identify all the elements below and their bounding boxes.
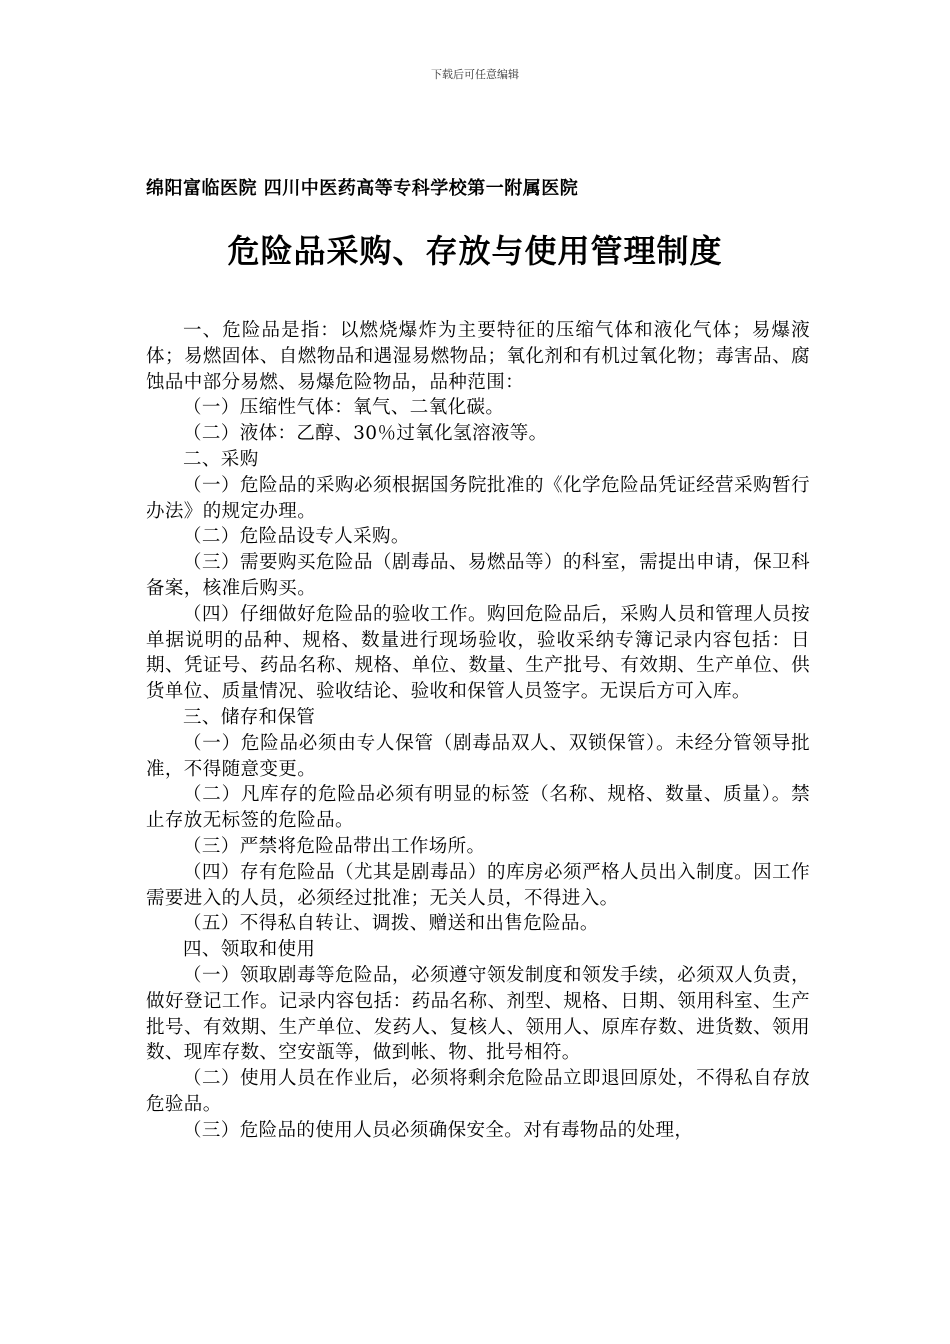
paragraph: （一）领取剧毒等危险品，必须遵守领发制度和领发手续，必须双人负责，做好登记工作。记录内容包括：药品名称、剂型、规格、日期、领用科室、生产批号、有效期、生产单位、发药人、复核人、领用人、原库存数、进货数、领用数、现库存数、空安瓿等，做到帐、物、批号相符。: [146, 964, 810, 1064]
paragraph: （四）存有危险品（尤其是剧毒品）的库房必须严格人员出入制度。因工作需要进入的人员，必须经过批准；无关人员，不得进入。: [146, 861, 810, 909]
paragraph: （四）仔细做好危险品的验收工作。购回危险品后，采购人员和管理人员按单据说明的品种、规格、数量进行现场验收，验收采纳专簿记录内容包括：日期、凭证号、药品名称、规格、单位、数量、生产批号、有效期、生产单位、供货单位、质量情况、验收结论、验收和保管人员签字。无误后方可入库。: [146, 603, 810, 703]
section-heading: 四、领取和使用: [183, 939, 316, 961]
paragraph: （三）严禁将危险品带出工作场所。: [183, 835, 486, 857]
document-title: 危险品采购、存放与使用管理制度: [227, 232, 723, 270]
paragraph: （一）危险品必须由专人保管（剧毒品双人、双锁保管）。未经分管领导批准，不得随意变更。: [146, 732, 810, 780]
section-heading: 二、采购: [183, 448, 259, 470]
document-body: [146, 318, 810, 1144]
section-heading: 三、储存和保管: [183, 706, 316, 728]
header-note: 下载后可任意编辑: [431, 68, 519, 81]
paragraph: （二）使用人员在作业后，必须将剩余危险品立即退回原处，不得私自存放危验品。: [146, 1068, 810, 1115]
organization-name: 绵阳富临医院 四川中医药高等专科学校第一附属医院: [146, 178, 579, 199]
paragraph: （三）危险品的使用人员必须确保安全。对有毒物品的处理，: [183, 1119, 694, 1141]
paragraph: 一、危险品是指：以燃烧爆炸为主要特征的压缩气体和液化气体；易爆液体；易燃固体、自燃物品和遇湿易燃物品；氧化剂和有机过氧化物；毒害品、腐蚀品中部分易燃、易爆危险物品，品种范围：: [146, 320, 810, 393]
paragraph: （五）不得私自转让、调拨、赠送和出售危险品。: [183, 913, 599, 935]
paragraph: （三）需要购买危险品（剧毒品、易燃品等）的科室，需提出申请，保卫科备案，核准后购买。: [146, 552, 810, 599]
paragraph: （二）凡库存的危险品必须有明显的标签（名称、规格、数量、质量）。禁止存放无标签的危险品。: [146, 784, 810, 832]
paragraph: （一）压缩性气体：氧气、二氧化碳。: [183, 397, 505, 419]
paragraph: （二）液体：乙醇、30％过氧化氢溶液等。: [183, 423, 548, 445]
paragraph: （一）危险品的采购必须根据国务院批准的《化学危险品凭证经营采购暂行办法》的规定办理。: [146, 474, 810, 522]
paragraph: （二）危险品设专人采购。: [183, 526, 410, 548]
